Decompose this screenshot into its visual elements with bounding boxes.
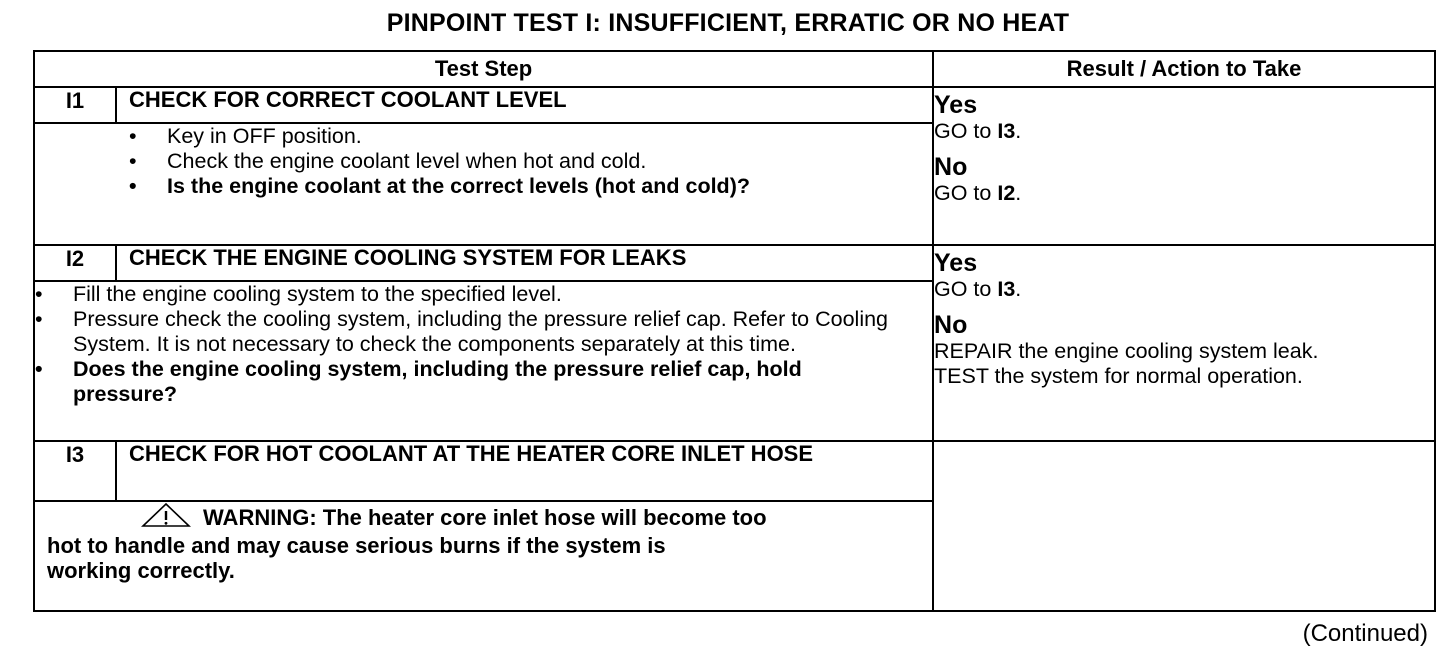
result-no-label: No bbox=[934, 153, 968, 181]
warning-block bbox=[34, 501, 933, 611]
result-no-action: GO to I2. bbox=[934, 181, 1022, 205]
instruction-item: • Fill the engine cooling system to the specified level. bbox=[35, 282, 932, 307]
table-header-row bbox=[34, 51, 1435, 87]
result-no-action-line: TEST the system for normal operation. bbox=[934, 364, 1303, 388]
step-i2-result bbox=[933, 245, 1435, 441]
step-heading: CHECK FOR CORRECT COOLANT LEVEL bbox=[116, 87, 933, 123]
result-action-header: Result / Action to Take bbox=[933, 51, 1435, 87]
warning-line: hot to handle and may cause serious burns if the system is bbox=[47, 533, 666, 558]
instruction-item: • Pressure check the cooling system, including the pressure relief cap. Refer to Cooling System. It is not necessary to check the components separately at this time. bbox=[35, 307, 932, 357]
step-body bbox=[34, 281, 933, 441]
step-heading: CHECK THE ENGINE COOLING SYSTEM FOR LEAKS bbox=[116, 245, 933, 281]
goto-link-i3[interactable]: I3 bbox=[997, 119, 1016, 143]
instruction-question: • Is the engine coolant at the correct levels (hot and cold)? bbox=[129, 174, 932, 199]
warning-triangle-icon bbox=[141, 502, 191, 533]
step-id: I3 bbox=[34, 441, 116, 501]
warning-text: WARNING: The heater core inlet hose will become too bbox=[203, 505, 767, 530]
continued-label: (Continued) bbox=[1302, 620, 1428, 647]
step-id: I2 bbox=[34, 245, 116, 281]
result-yes-action: GO to I3. bbox=[934, 119, 1022, 143]
goto-link-i2[interactable]: I2 bbox=[997, 181, 1016, 205]
step-i1-heading-row bbox=[34, 87, 1435, 123]
warning-line bbox=[141, 502, 932, 533]
step-i2-heading-row bbox=[34, 245, 1435, 281]
goto-link-i3[interactable]: I3 bbox=[997, 277, 1016, 301]
pinpoint-test-table bbox=[33, 50, 1436, 612]
step-body bbox=[34, 123, 933, 245]
action-text: GO to bbox=[934, 119, 998, 143]
result-yes-label: Yes bbox=[934, 249, 978, 277]
warning-line: working correctly. bbox=[47, 558, 235, 583]
step-heading: CHECK FOR HOT COOLANT AT THE HEATER CORE INLET HOSE bbox=[116, 441, 933, 501]
test-step-header: Test Step bbox=[34, 51, 933, 87]
step-i3-heading-row bbox=[34, 441, 1435, 501]
page-title: PINPOINT TEST I: INSUFFICIENT, ERRATIC OR NO HEAT bbox=[386, 9, 1070, 37]
result-no-label: No bbox=[934, 311, 968, 339]
step-i3-result bbox=[933, 441, 1435, 611]
step-instructions bbox=[35, 282, 932, 407]
result-no-action-line: REPAIR the engine cooling system leak. bbox=[934, 339, 1319, 363]
action-text: GO to bbox=[934, 181, 998, 205]
instruction-item: • Check the engine coolant level when hot and cold. bbox=[129, 149, 932, 174]
action-text: GO to bbox=[934, 277, 998, 301]
result-yes-label: Yes bbox=[934, 91, 978, 119]
result-yes-action: GO to I3. bbox=[934, 277, 1022, 301]
step-id: I1 bbox=[34, 87, 116, 123]
step-instructions bbox=[129, 124, 932, 199]
step-i1-result bbox=[933, 87, 1435, 245]
instruction-question: • Does the engine cooling system, including the pressure relief cap, hold pressure? bbox=[35, 357, 932, 407]
instruction-item: • Key in OFF position. bbox=[129, 124, 932, 149]
